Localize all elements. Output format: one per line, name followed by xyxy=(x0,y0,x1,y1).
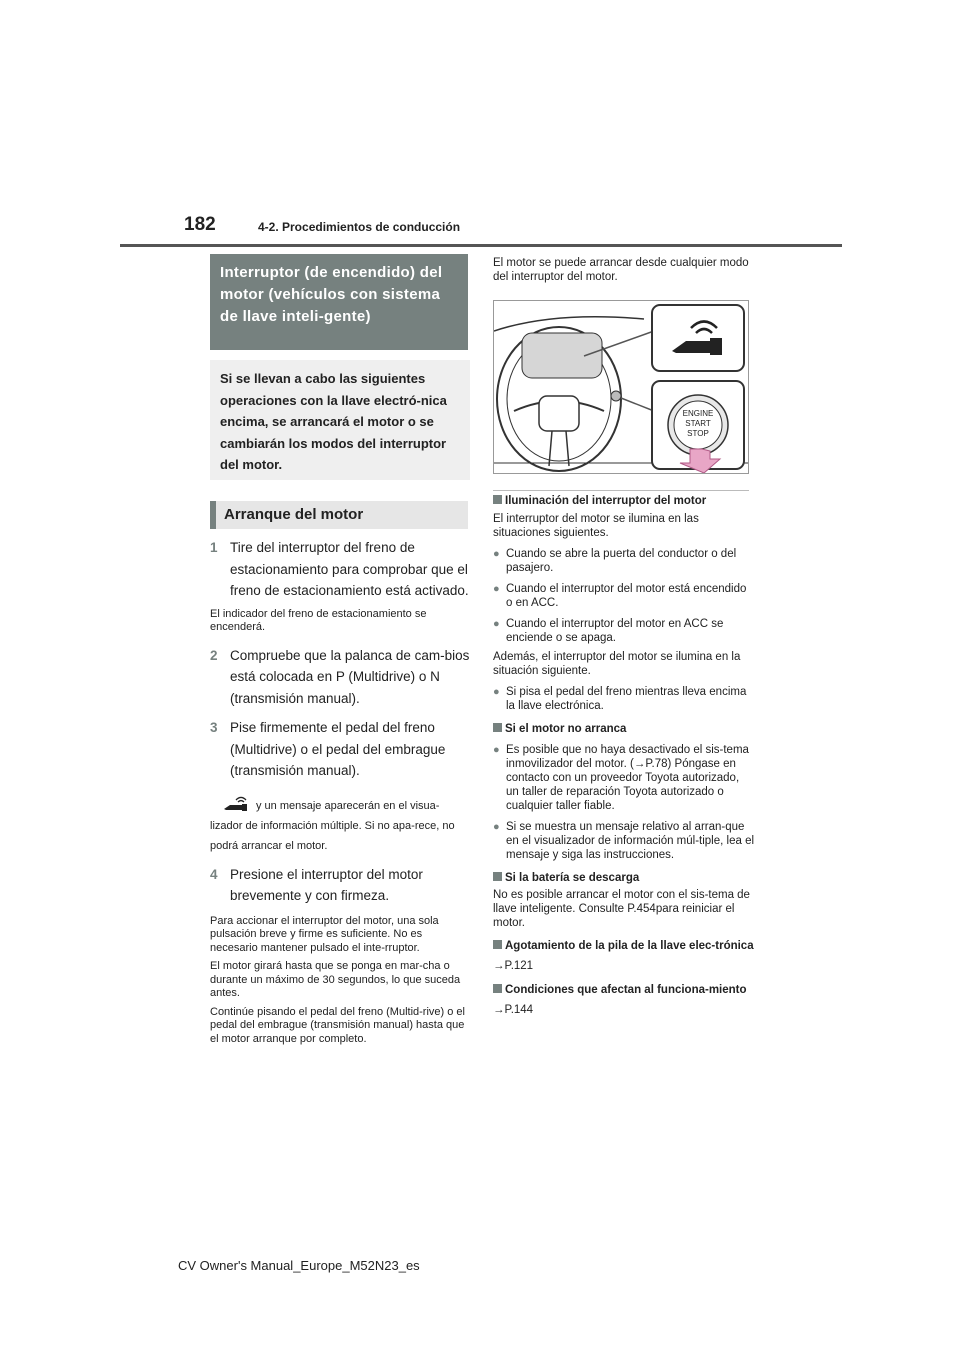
note-heading-illumination: Iluminación del interruptor del motor xyxy=(493,494,755,508)
bullet-acc: ● Cuando el interruptor del motor está encendido o en ACC. xyxy=(493,583,747,609)
intro-box: Si se llevan a cabo las siguientes operaciones con la llave electró-nica encima, se arrancará el motor o se cambiarán los modos del interruptor del motor. xyxy=(210,360,470,480)
step-2 xyxy=(210,645,470,710)
header-rule xyxy=(120,244,842,247)
subheading-engine-start: Arranque del motor xyxy=(210,501,468,529)
button-label-start: START xyxy=(685,419,711,428)
figure-divider xyxy=(493,490,749,491)
step-1 xyxy=(210,537,470,602)
ref-conditions: →P.144 xyxy=(493,1004,534,1016)
step-text: Tire del interruptor del freno de estacionamiento para comprobar que el freno de estacionamiento está activado. xyxy=(230,540,469,598)
note-continue: Continúe pisando el pedal del freno (Multid-rive) o el pedal del embrague (transmisión manual) hasta que el motor arranque por completo. xyxy=(210,1005,465,1045)
button-label-engine: ENGINE xyxy=(682,409,714,418)
bullet-message: ● Si se muestra un mensaje relativo al arran-que en el visualizador de información múl-tiple, lea el mensaje y siga las instrucciones. xyxy=(493,821,755,861)
step-text: Compruebe que la palanca de cam-bios está colocada en P (Multidrive) o N (transmisión manual). xyxy=(230,647,470,706)
step-text: Presione el interruptor del motor brevemente y con firmeza. xyxy=(230,866,423,903)
dashboard-drawing xyxy=(494,301,748,473)
note-indicator xyxy=(210,796,470,856)
button-label-stop: STOP xyxy=(687,429,709,438)
bullet-immobilizer: ● Es posible que no haya desactivado el sis-tema inmovilizador del motor. (→P.78) Póngase en contacto con un proveedor Toyota autorizado, un taller de reparación Toyota autorizado o cualquier taller fiable. xyxy=(493,744,749,812)
note-heading-key-battery: Agotamiento de la pila de la llave elec-trónica xyxy=(493,939,755,953)
section-title: 4-2. Procedimientos de conducción xyxy=(258,220,461,234)
step-number: 1 xyxy=(210,540,218,555)
note-crank: El motor girará hasta que se ponga en mar-cha o durante un máximo de 30 segundos, lo que suceda antes. xyxy=(210,960,461,999)
step-4 xyxy=(210,864,470,907)
topic-title: Interruptor (de encendido) del motor (vehículos con sistema de llave inteli-gente) xyxy=(210,254,468,350)
key-indicator-icon xyxy=(222,796,252,812)
step-number: 4 xyxy=(210,866,218,882)
para-additional: Además, el interruptor del motor se ilumina en la situación siguiente. xyxy=(493,651,741,677)
page-number: 182 xyxy=(184,214,216,235)
engine-switch-illustration xyxy=(493,300,749,474)
ref-key-battery: →P.121 xyxy=(493,960,534,972)
note-heading-battery: Si la batería se descarga xyxy=(493,871,755,885)
para-battery: No es posible arrancar el motor con el sis-tema de llave inteligente. Consulte P.454para reiniciar el motor. xyxy=(493,889,750,929)
bullet-acc-toggle: ● Cuando el interruptor del motor en ACC se enciende o se apaga. xyxy=(493,618,724,644)
bullet-door: ● Cuando se abre la puerta del conductor o del pasajero. xyxy=(493,548,737,574)
step-3 xyxy=(210,717,470,782)
bullet-brake: ● Si pisa el pedal del freno mientras lleva encima la llave electrónica. xyxy=(493,686,747,712)
footer-text: CV Owner's Manual_Europe_M52N23_es xyxy=(178,1258,420,1273)
note-press: Para accionar el interruptor del motor, una sola pulsación breve y firme es suficiente. No es necesario mantener pulsado el inte-rruptor. xyxy=(210,914,439,954)
step-number: 3 xyxy=(210,720,218,735)
note-parking: El indicador del freno de estacionamiento se encenderá. xyxy=(210,607,427,633)
step-text: Pise firmemente el pedal del freno (Multidrive) o el pedal del embrague (transmisión manual). xyxy=(230,720,446,778)
steps-block xyxy=(210,537,470,1046)
note-text: y un mensaje aparecerán en el visua-lizador de información múltiple. Si no apa-rece, no podrá arrancar el motor. xyxy=(210,799,455,852)
para-illumination: El interruptor del motor se ilumina en las situaciones siguientes. xyxy=(493,513,699,539)
right-intro: El motor se puede arrancar desde cualquier modo del interruptor del motor. xyxy=(493,257,749,283)
step-number: 2 xyxy=(210,647,218,663)
note-heading-conditions: Condiciones que afectan al funciona-miento xyxy=(493,983,755,997)
note-heading-no-start: Si el motor no arranca xyxy=(493,722,755,736)
right-notes xyxy=(493,494,755,1017)
